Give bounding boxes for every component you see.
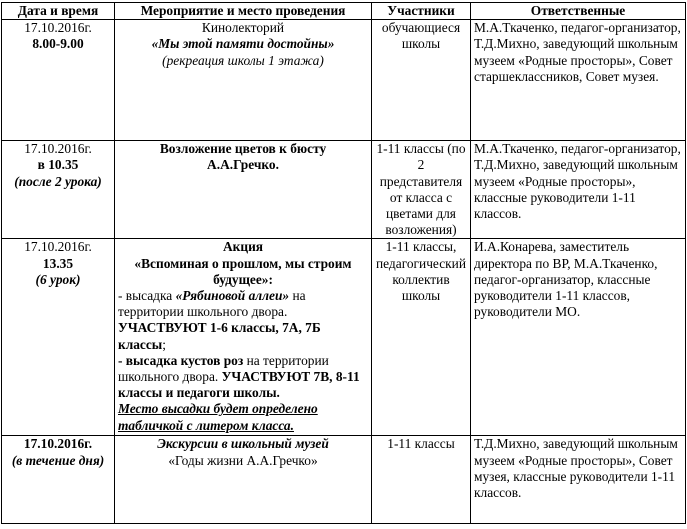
event-cell <box>115 436 372 524</box>
header-event: Мероприятие и место проведения <box>115 3 372 20</box>
action-title: «Вспоминая о прошлом, мы строим будущее»: <box>134 255 352 287</box>
responsible-cell: Т.Д.Михно, заведующий школьным музеем «Родные просторы», Совет музея, классные руководители 1-11 классов. <box>471 436 686 524</box>
date-cell <box>2 20 115 141</box>
action-place-note: Место высадки будет определено табличкой с литером класса. <box>118 401 318 433</box>
event-date: 17.10.2016г. <box>24 239 92 255</box>
event-title: «Годы жизни А.А.Гречко» <box>168 452 318 468</box>
date-cell <box>2 239 115 436</box>
responsible-cell: И.А.Конарева, заместитель директора по ВР, М.А.Ткаченко, педагог-организатор, классные руководители 1-11 классов, руководители МО. <box>471 239 686 436</box>
event-type: Экскурсии в школьный музей <box>157 436 329 452</box>
action-label: Акция <box>222 239 264 255</box>
action-item-alley: - высадка «Рябиновой аллеи» на территории школьного двора. <box>118 288 306 320</box>
date-cell <box>2 141 115 239</box>
participants-cell: обучающиеся школы <box>372 20 471 141</box>
event-time-note: (после 2 урока) <box>14 173 102 189</box>
participants-cell: 1-11 классы, педагогический коллектив школы <box>372 239 471 436</box>
event-type: Кинолекторий <box>201 20 285 36</box>
event-time: 13.35 <box>42 255 74 271</box>
header-date: Дата и время <box>2 3 115 20</box>
event-place: (рекреация школы 1 этажа) <box>162 52 324 68</box>
table-row <box>2 239 686 436</box>
table-row <box>2 20 686 141</box>
event-date: 17.10.2016г. <box>23 436 93 452</box>
schedule-table <box>1 2 686 524</box>
event-cell <box>115 239 372 436</box>
event-time: в 10.35 <box>37 157 79 173</box>
participants-cell: 1-11 классы (по 2 представителя от класса с цветами для возложения) <box>372 141 471 239</box>
header-participants: Участники <box>372 3 471 20</box>
date-cell <box>2 436 115 524</box>
event-cell <box>115 20 372 141</box>
participants-cell: 1-11 классы <box>372 436 471 524</box>
responsible-cell: М.А.Ткаченко, педагог-организатор, Т.Д.Михно, заведующий школьным музеем «Родные просторы», классные руководители 1-11 классов. <box>471 141 686 239</box>
event-time-note: (6 урок) <box>35 271 81 287</box>
header-responsible: Ответственные <box>471 3 686 20</box>
table-row <box>2 436 686 524</box>
event-time-note: (в течение дня) <box>11 452 105 468</box>
responsible-cell: М.А.Ткаченко, педагог-организатор, Т.Д.Михно, заведующий школьным музеем «Родные просторы», Совет старшеклассников, Совет музея. <box>471 20 686 141</box>
action-item-roses: - высадка кустов роз на территории школьного двора. УЧАСТВУЮТ 7В, 8-11 классы и педагоги школы. <box>118 352 360 401</box>
event-time: 8.00-9.00 <box>32 36 84 52</box>
action-item-alley-participants: УЧАСТВУЮТ 1-6 классы, 7А, 7Б классы; <box>118 320 321 352</box>
event-title: Возложение цветов к бюсту <box>159 141 327 157</box>
event-date: 17.10.2016г. <box>24 141 92 157</box>
event-title: «Мы этой памяти достойны» <box>151 36 335 52</box>
table-row <box>2 141 686 239</box>
event-date: 17.10.2016г. <box>24 20 92 36</box>
event-cell <box>115 141 372 239</box>
header-row <box>2 3 686 20</box>
event-title-name: А.А.Гречко. <box>207 157 279 173</box>
